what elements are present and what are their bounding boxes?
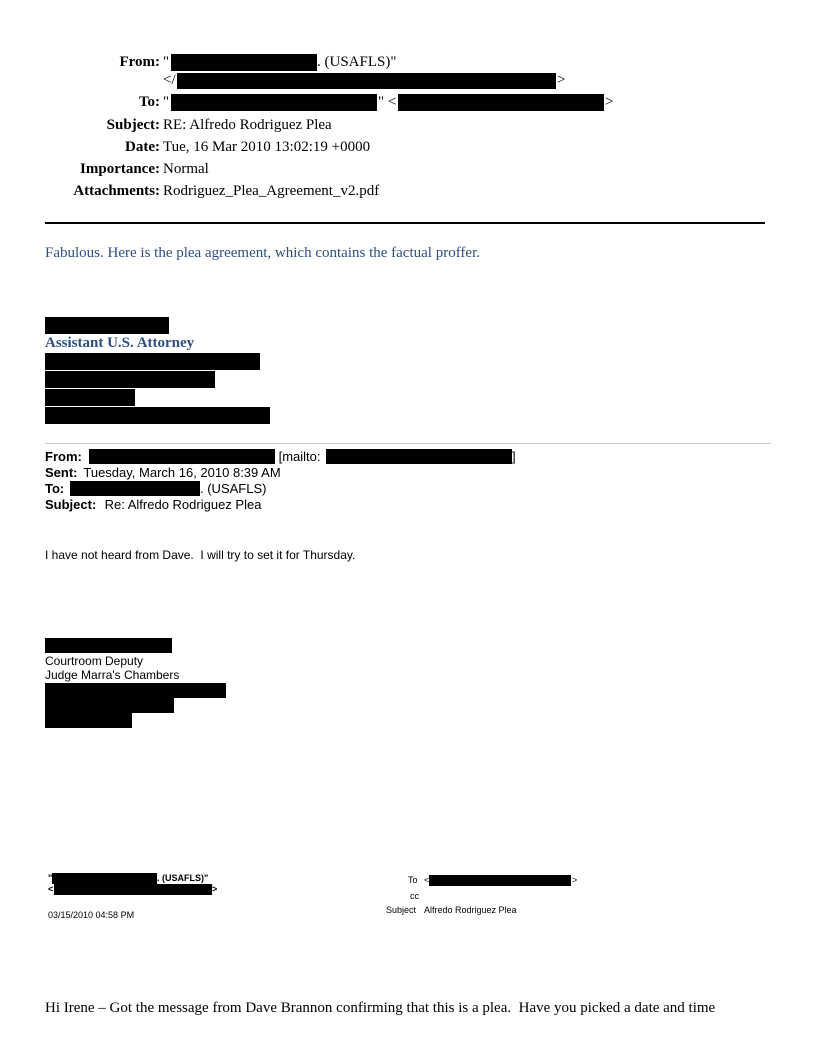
importance-value: Normal	[163, 161, 209, 177]
notes-to-close: >	[572, 875, 578, 885]
notes-subject-value: Alfredo Rodriguez Plea	[424, 905, 517, 915]
to-quote: "	[163, 94, 170, 110]
notes-to-label: To	[408, 875, 418, 885]
signature-title: Assistant U.S. Attorney	[45, 335, 195, 351]
redaction-bar	[171, 94, 377, 111]
from-label: From:	[119, 54, 160, 70]
reply-body: Fabulous. Here is the plea agreement, which contains the factual proffer.	[45, 245, 480, 261]
redaction-bar	[45, 713, 132, 728]
quoted-subject-label: Subject:	[45, 497, 97, 512]
redaction-bar	[177, 73, 556, 89]
attachments-label: Attachments:	[73, 183, 160, 199]
subject-value: RE: Alfredo Rodriguez Plea	[163, 117, 332, 133]
notes-email-open: <	[48, 884, 54, 894]
redaction-bar	[398, 94, 604, 111]
attachment-link[interactable]: Rodriguez_Plea_Agreement_v2.pdf	[163, 183, 380, 199]
quoted-to-suffix: . (USAFLS)	[200, 481, 267, 496]
redaction-bar	[70, 481, 200, 496]
quoted-divider	[45, 443, 771, 444]
redaction-bar	[171, 54, 317, 71]
redaction-bar	[45, 317, 169, 334]
notes-sender-suffix: . (USAFLS)"	[157, 873, 209, 883]
redaction-bar	[45, 683, 226, 698]
quoted-subject-value: Re: Alfredo Rodriguez Plea	[101, 497, 262, 512]
quoted-from-label: From:	[45, 449, 82, 464]
redaction-bar	[45, 638, 172, 653]
redaction-bar	[45, 371, 215, 388]
redaction-bar	[89, 449, 275, 464]
deputy-title: Courtroom Deputy	[45, 654, 144, 668]
notes-cc-label: cc	[410, 891, 419, 901]
quoted-body: I have not heard from Dave. I will try to set it for Thursday.	[45, 548, 356, 562]
header-divider	[45, 222, 765, 224]
redaction-bar	[326, 449, 512, 464]
from-suffix: . (USAFLS)"	[317, 54, 397, 70]
to-close: >	[605, 94, 614, 110]
to-label: To:	[138, 94, 160, 110]
quoted-mailto-close: ]	[512, 449, 516, 464]
notes-subject-label: Subject	[386, 905, 417, 915]
original-body: Hi Irene – Got the message from Dave Brannon confirming that this is a plea. Have you picked a date and time	[45, 1000, 716, 1016]
redaction-bar	[54, 884, 212, 895]
notes-sender-quote: "	[48, 873, 53, 883]
to-mid: " <	[378, 94, 397, 110]
redaction-bar	[45, 698, 174, 713]
quoted-sent-value: Tuesday, March 16, 2010 8:39 AM	[80, 465, 281, 480]
subject-label: Subject:	[106, 117, 160, 133]
redaction-bar	[45, 407, 270, 424]
redaction-bar	[45, 389, 135, 406]
deputy-chambers: Judge Marra's Chambers	[45, 668, 180, 682]
from-quote: "	[163, 54, 170, 70]
redaction-bar	[52, 873, 157, 884]
redaction-bar	[45, 353, 260, 370]
date-value: Tue, 16 Mar 2010 13:02:19 +0000	[163, 139, 371, 155]
quoted-mailto-open: [mailto:	[275, 449, 321, 464]
notes-email-close: >	[212, 884, 218, 894]
redaction-bar	[429, 875, 571, 886]
notes-to-open: <	[424, 875, 430, 885]
from-email-open: </	[163, 72, 176, 88]
importance-label: Importance:	[80, 161, 160, 177]
quoted-to-label: To:	[45, 481, 65, 496]
notes-date: 03/15/2010 04:58 PM	[48, 910, 135, 920]
date-label: Date:	[125, 139, 160, 155]
quoted-sent-label: Sent:	[45, 465, 78, 480]
from-email-close: >	[557, 72, 566, 88]
